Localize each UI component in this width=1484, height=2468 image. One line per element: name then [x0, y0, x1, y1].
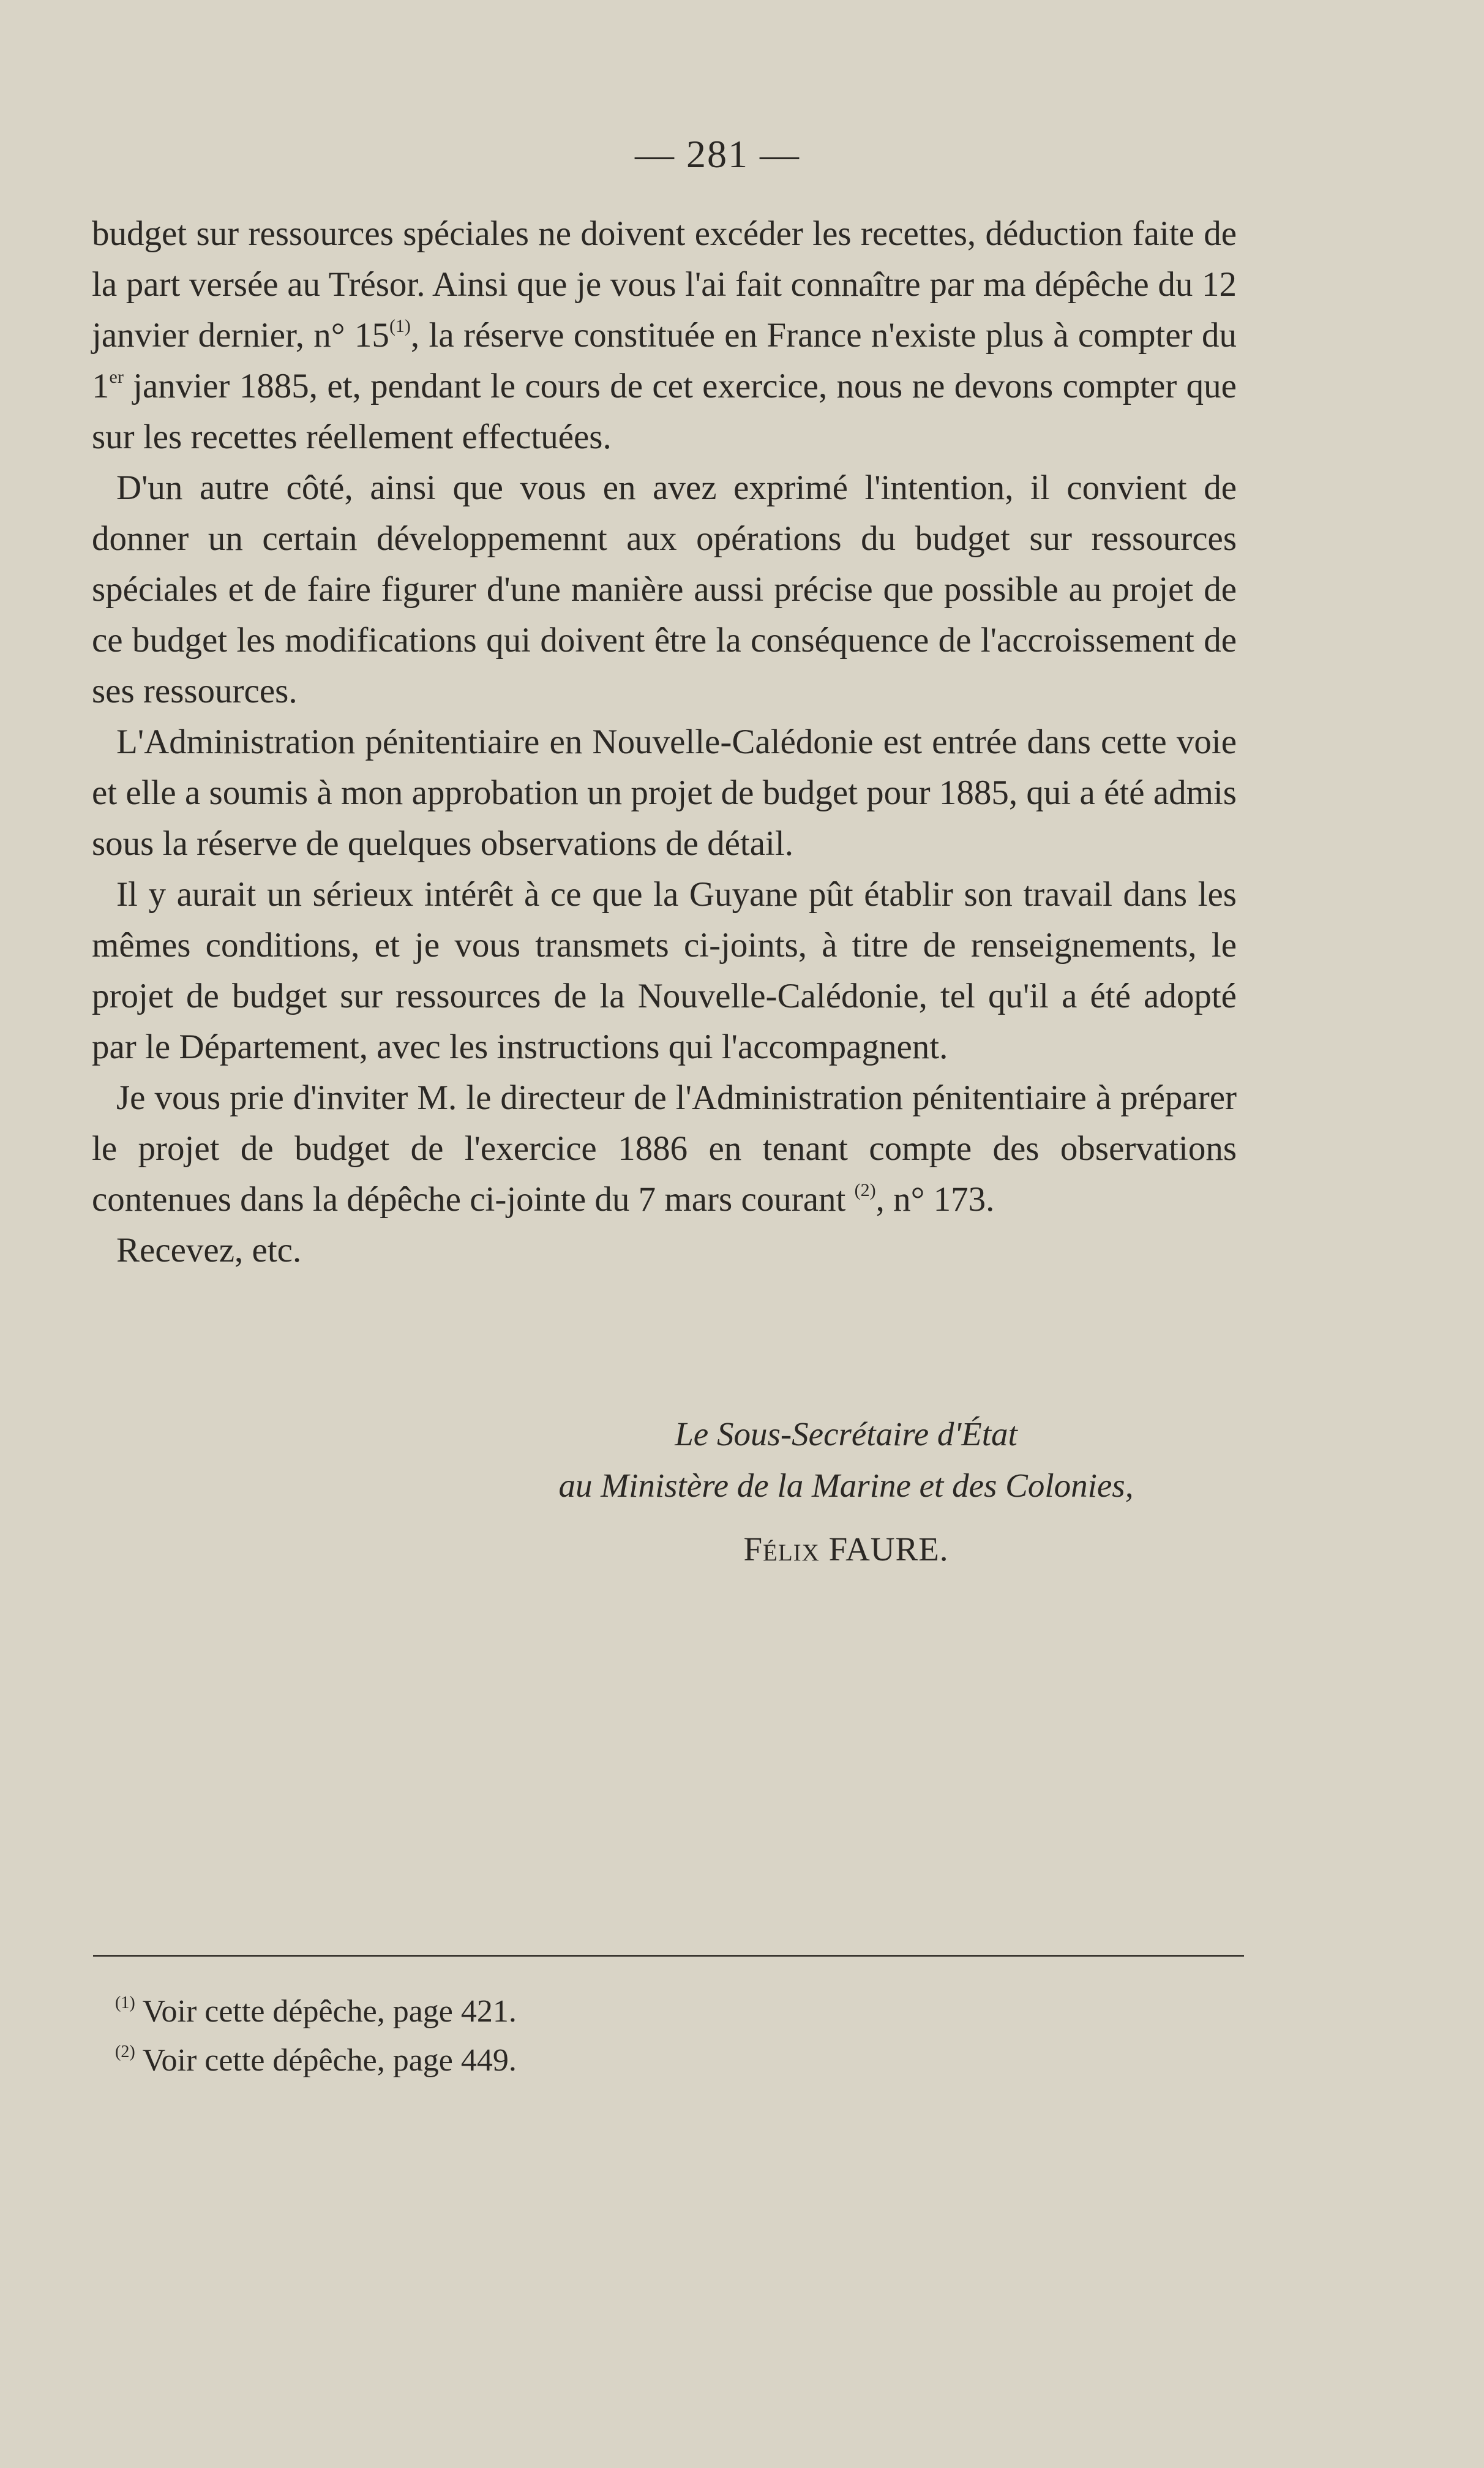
footnote-2 — [115, 2036, 517, 2085]
signature-block — [0, 1409, 1484, 1575]
footnote-2-mark: (2) — [115, 2042, 135, 2061]
ordinal-superscript: er — [109, 367, 124, 387]
footnote-1-text: Voir cette dépêche, page 421. — [142, 1994, 517, 2029]
closing-formula: Recevez, etc. — [116, 1231, 302, 1270]
footnote-1 — [115, 1987, 517, 2036]
signature-title: Le Sous-Secrétaire d'État — [675, 1415, 1017, 1453]
paragraph-1-text-c: janvier 1885, et, pendant le cours de cet exercice, nous ne devons compter que sur les recettes réellement effectuées. — [92, 367, 1237, 456]
signatory-last-name: FAURE. — [828, 1530, 949, 1568]
footnotes — [115, 1987, 517, 2085]
page-number: — 281 — — [635, 132, 800, 176]
footnote-ref-1: (1) — [389, 316, 411, 336]
paragraph-5 — [92, 1072, 1237, 1225]
paragraph-3: L'Administration pénitentiaire en Nouvelle-Calédonie est entrée dans cette voie et elle a soumis à mon approbation un projet de budget pour 1885, qui a été admis sous la réserve de quelques observations de détail. — [92, 723, 1237, 863]
footnote-1-mark: (1) — [115, 1993, 135, 2012]
paragraph-5-text-a: Je vous prie d'inviter M. le directeur de l'Administration pénitentiaire à préparer le projet de budget de l'exercice 1886 en tenant compte des observations contenues dans la dépêche ci-jointe du 7 mars courant — [92, 1078, 1237, 1219]
paragraph-2: D'un autre côté, ainsi que vous en avez exprimé l'intention, il convient de donner un certain développemennt aux opérations du budget sur ressources spéciales et de faire figurer d'une manière aussi précise que possible au projet de ce budget les modifications qui doivent être la conséquence de l'accroissement de ses ressources. — [92, 468, 1237, 710]
footnote-separator — [93, 1955, 1244, 1957]
paragraph-1 — [92, 208, 1237, 462]
signature-ministry: au Ministère de la Marine et des Colonies, — [558, 1467, 1134, 1504]
footnote-2-text: Voir cette dépêche, page 449. — [142, 2043, 517, 2078]
paragraph-1-text-a: budget sur ressources spéciales ne doivent excéder les recettes, déduction faite de la part versée au Trésor. Ainsi que je vous l'ai fait connaître par ma dépêche du 12 janvier dernier, n° 15 — [92, 214, 1237, 355]
footnote-ref-2: (2) — [854, 1180, 876, 1200]
signatory-first-name: Félix — [743, 1530, 820, 1568]
paragraph-5-text-b: , n° 173. — [875, 1180, 995, 1219]
signatory-name — [208, 1524, 1484, 1575]
body-text — [92, 208, 1237, 1276]
paragraph-4: Il y aurait un sérieux intérêt à ce que la Guyane pût établir son travail dans les mêmes conditions, et je vous transmets ci-joints, à titre de renseignements, le projet de budget sur ressources de la Nouvelle-Calédonie, tel qu'il a été adopté par le Département, avec les instructions qui l'accompagnent. — [92, 875, 1237, 1066]
paragraph-1-text-b: , la réserve constituée en France n'existe plus à compter du 1 — [92, 316, 1237, 405]
